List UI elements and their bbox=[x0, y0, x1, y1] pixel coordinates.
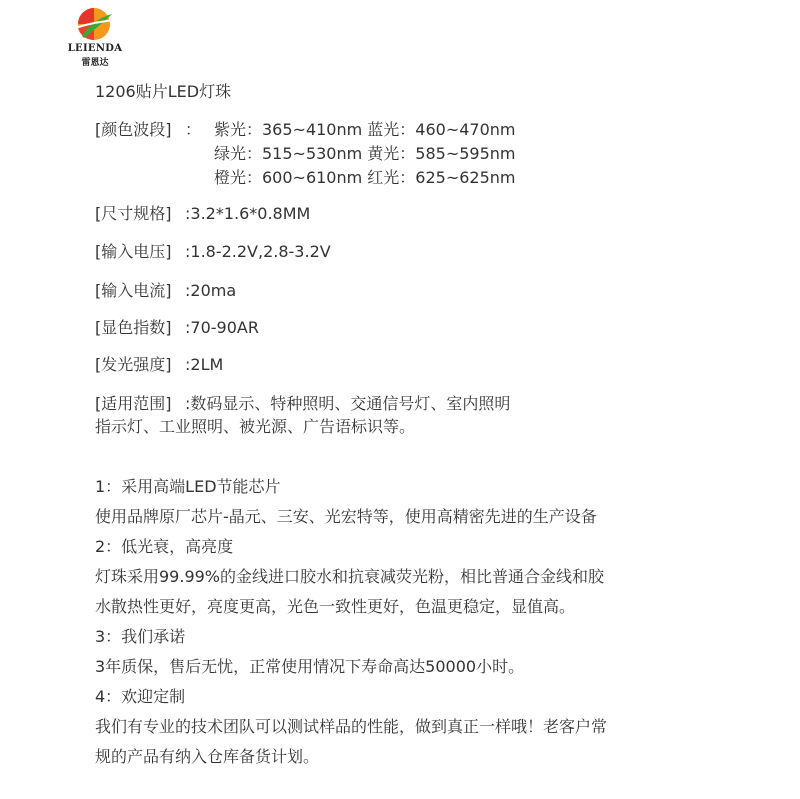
spec-luminous-label: [发光强度] bbox=[95, 355, 172, 374]
feature-4-body-line-2: 规的产品有纳入仓库备货计划。 bbox=[95, 747, 320, 766]
wavelength-line-1: 紫光：365~410nm 蓝光：460~470nm bbox=[214, 120, 516, 139]
logo-brand-cn: 雷恩达 bbox=[81, 58, 109, 68]
wavelength-label: [颜色波段] bbox=[95, 120, 172, 139]
spec-size-value: :3.2*1.6*0.8MM bbox=[185, 204, 311, 223]
spec-application-label: [适用范围] bbox=[95, 394, 172, 413]
logo-mark-icon bbox=[72, 6, 116, 42]
feature-3-body: 3年质保，售后无忧，正常使用情况下寿命高达50000小时。 bbox=[95, 657, 525, 676]
product-title: 1206贴片LED灯珠 bbox=[95, 82, 232, 101]
feature-1-heading: 1：采用高端LED节能芯片 bbox=[95, 477, 281, 496]
spec-luminous-value: :2LM bbox=[185, 355, 224, 374]
wavelength-line-2: 绿光：515~530nm 黄光：585~595nm bbox=[214, 144, 516, 163]
company-logo bbox=[64, 6, 124, 68]
feature-2-body-line-1: 灯珠采用99.99%的金线进口胶水和抗衰减荧光粉，相比普通合金线和胶 bbox=[95, 567, 605, 586]
wavelength-sep: ： bbox=[185, 120, 202, 139]
feature-4-heading: 4：欢迎定制 bbox=[95, 687, 186, 706]
spec-voltage-value: :1.8-2.2V,2.8-3.2V bbox=[185, 242, 331, 261]
feature-4-body-line-1: 我们有专业的技术团队可以测试样品的性能，做到真正一样哦！老客户常 bbox=[95, 717, 608, 736]
spec-size-label: [尺寸规格] bbox=[95, 204, 172, 223]
feature-1-body: 使用品牌原厂芯片-晶元、三安、光宏特等，使用高精密先进的生产设备 bbox=[95, 507, 597, 526]
feature-2-body-line-2: 水散热性更好，亮度更高，光色一致性更好，色温更稳定，显值高。 bbox=[95, 597, 576, 616]
spec-cri-label: [显色指数] bbox=[95, 318, 172, 337]
spec-current-value: :20ma bbox=[185, 281, 237, 300]
feature-2-heading: 2：低光衰，高亮度 bbox=[95, 537, 234, 556]
spec-application-continued: 指示灯、工业照明、被光源、广告语标识等。 bbox=[95, 417, 416, 436]
spec-voltage-label: [输入电压] bbox=[95, 242, 172, 261]
wavelength-line-3: 橙光：600~610nm 红光：625~625nm bbox=[214, 168, 516, 187]
logo-brand-en: LEIENDA bbox=[67, 43, 123, 54]
feature-3-heading: 3：我们承诺 bbox=[95, 627, 186, 646]
spec-current-label: [输入电流] bbox=[95, 281, 172, 300]
spec-cri-value: :70-90AR bbox=[185, 318, 259, 337]
spec-application-value: :数码显示、特种照明、交通信号灯、室内照明 bbox=[185, 394, 511, 413]
